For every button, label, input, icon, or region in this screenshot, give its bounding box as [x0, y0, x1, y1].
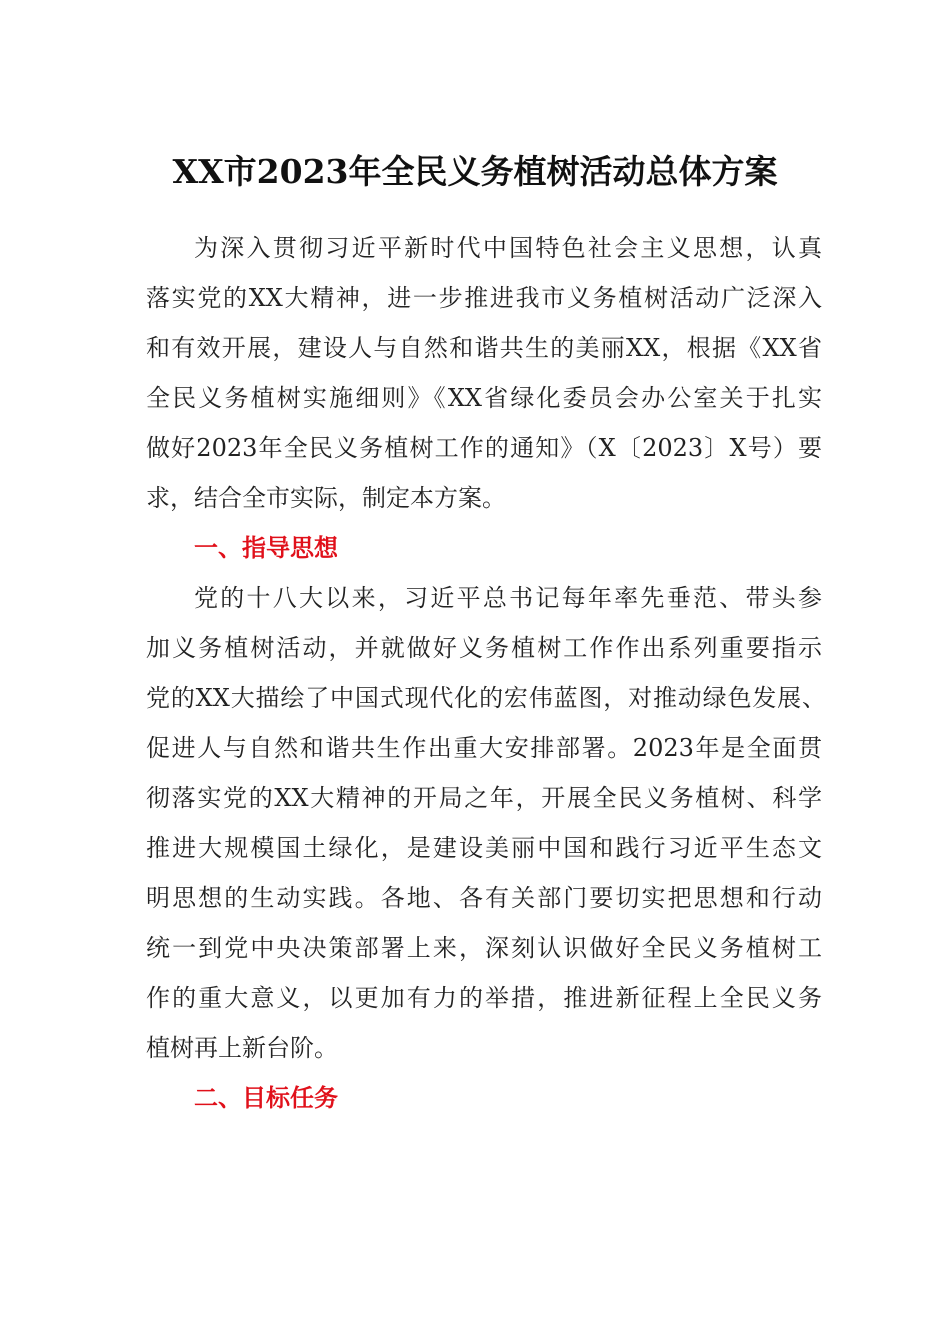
section1-line: 党的XX大描绘了中国式现代化的宏伟蓝图，对推动绿色发展、	[146, 684, 826, 712]
intro-line: 做好2023年全民义务植树工作的通知》（X〔2023〕X号）要	[146, 434, 822, 462]
section1-line: 作的重大意义，以更加有力的举措，推进新征程上全民义务	[146, 984, 822, 1012]
document-title: XX市2023年全民义务植树活动总体方案	[172, 152, 778, 191]
intro-line: 落实党的XX大精神，进一步推进我市义务植树活动广泛深入	[146, 284, 822, 312]
section1-line: 党的十八大以来，习近平总书记每年率先垂范、带头参	[194, 584, 822, 612]
section1-line: 彻落实党的XX大精神的开局之年，开展全民义务植树、科学	[146, 784, 822, 812]
section1-line: 促进人与自然和谐共生作出重大安排部署。2023年是全面贯	[146, 734, 822, 762]
intro-line: 为深入贯彻习近平新时代中国特色社会主义思想，认真	[194, 234, 822, 262]
intro-line: 求，结合全市实际，制定本方案。	[146, 484, 506, 512]
intro-line: 全民义务植树实施细则》《XX省绿化委员会办公室关于扎实	[146, 384, 822, 412]
section-heading-objectives: 二、目标任务	[194, 1084, 338, 1112]
section1-line: 推进大规模国土绿化，是建设美丽中国和践行习近平生态文	[146, 834, 822, 862]
section1-line: 植树再上新台阶。	[146, 1034, 338, 1062]
section1-line: 统一到党中央决策部署上来，深刻认识做好全民义务植树工	[146, 934, 822, 962]
section-heading-guiding-thought: 一、指导思想	[194, 534, 338, 562]
section1-line: 加义务植树活动，并就做好义务植树工作作出系列重要指示	[146, 634, 822, 662]
section1-line: 明思想的生动实践。各地、各有关部门要切实把思想和行动	[146, 884, 822, 912]
intro-line: 和有效开展，建设人与自然和谐共生的美丽XX，根据《XX省	[146, 334, 822, 362]
